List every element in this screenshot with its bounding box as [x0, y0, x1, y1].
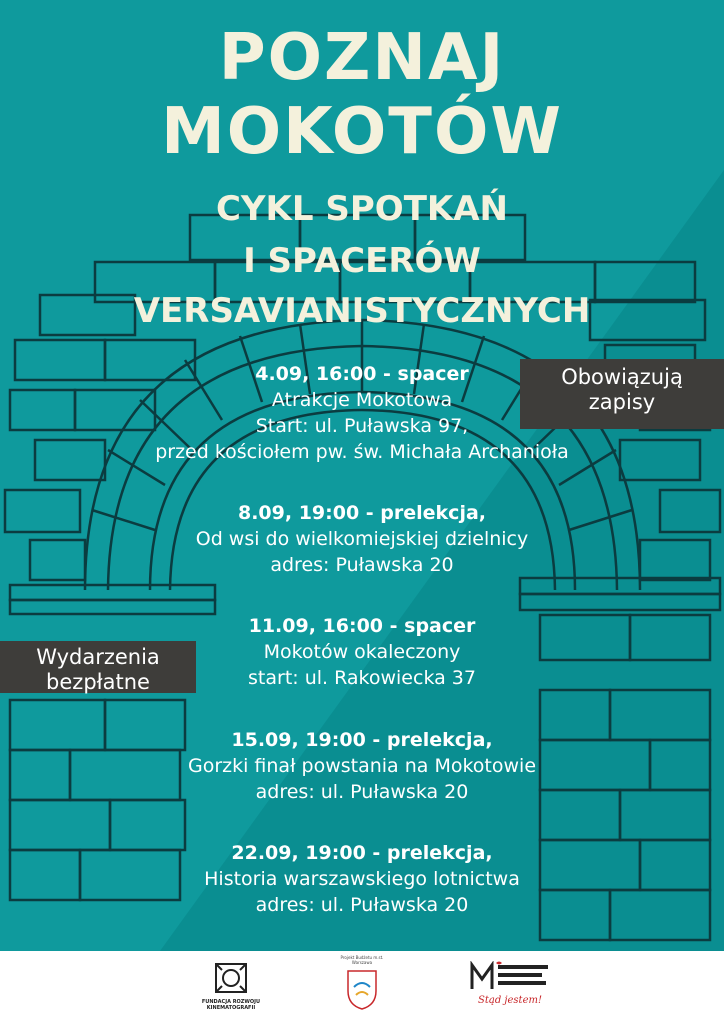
event-date-time: 22.09, 19:00 - prelekcja, [231, 842, 493, 864]
event-location: adres: ul. Puławska 20 [255, 894, 469, 916]
event-date-time: 8.09, 19:00 - prelekcja, [237, 502, 486, 524]
event-item [0, 727, 724, 805]
badge-line2: bezpłatne [46, 670, 150, 694]
event-date-time: 4.09, 16:00 - spacer [255, 363, 469, 385]
badge-line1: Wydarzenia [36, 645, 160, 669]
fundacja-name-line1: FUNDACJA ROZWOJU [201, 999, 261, 1005]
event-item [0, 840, 724, 918]
event-date-time: 11.09, 16:00 - spacer [248, 615, 476, 637]
event-location: adres: ul. Puławska 20 [255, 781, 469, 803]
poster-title-line1: POZNAJ [218, 21, 506, 95]
budget-project-logo [330, 955, 394, 1015]
event-location: Start: ul. Puławska 97, [255, 415, 469, 437]
moje-miejsce-logo [468, 961, 552, 1006]
event-location: adres: Puławska 20 [270, 554, 454, 576]
badge-line1: Obowiązują [561, 365, 683, 389]
event-location: start: ul. Rakowiecka 37 [248, 667, 476, 689]
moje-miejsce-slogan: Stąd jestem! [478, 995, 542, 1006]
film-frame-icon [213, 961, 249, 995]
event-location-detail: przed kościołem pw. św. Michała Archanioła [155, 441, 569, 463]
budget-project-caption: Projekt Budżetu m.st. Warszawa [340, 955, 384, 965]
poster-title-line2: MOKOTÓW [161, 95, 563, 169]
subtitle-line2: I SPACERÓW [243, 241, 481, 281]
subtitle-line1: CYKL SPOTKAŃ [215, 189, 509, 229]
badge-line2: zapisy [588, 390, 656, 414]
event-title: Gorzki finał powstania na Mokotowie [187, 755, 537, 777]
event-title: Atrakcje Mokotowa [271, 389, 453, 411]
fundacja-logo [196, 961, 266, 1011]
column-capitals [10, 578, 720, 614]
event-title: Od wsi do wielkomiejskiej dzielnicy [195, 528, 529, 550]
fundacja-name-line2: KINEMATOGRAFII [206, 1005, 256, 1011]
event-item [0, 500, 724, 578]
free-events-badge [0, 641, 196, 693]
event-title: Historia warszawskiego lotnictwa [204, 868, 520, 890]
heart-shield-icon [342, 965, 382, 1011]
registration-required-badge [520, 359, 724, 429]
moje-miejsce-mark [468, 961, 552, 991]
event-title: Mokotów okaleczony [263, 641, 461, 663]
sponsor-footer [0, 951, 724, 1024]
subtitle-line3: VERSAVIANISTYCZNYCH [133, 291, 591, 331]
event-date-time: 15.09, 19:00 - prelekcja, [231, 729, 493, 751]
